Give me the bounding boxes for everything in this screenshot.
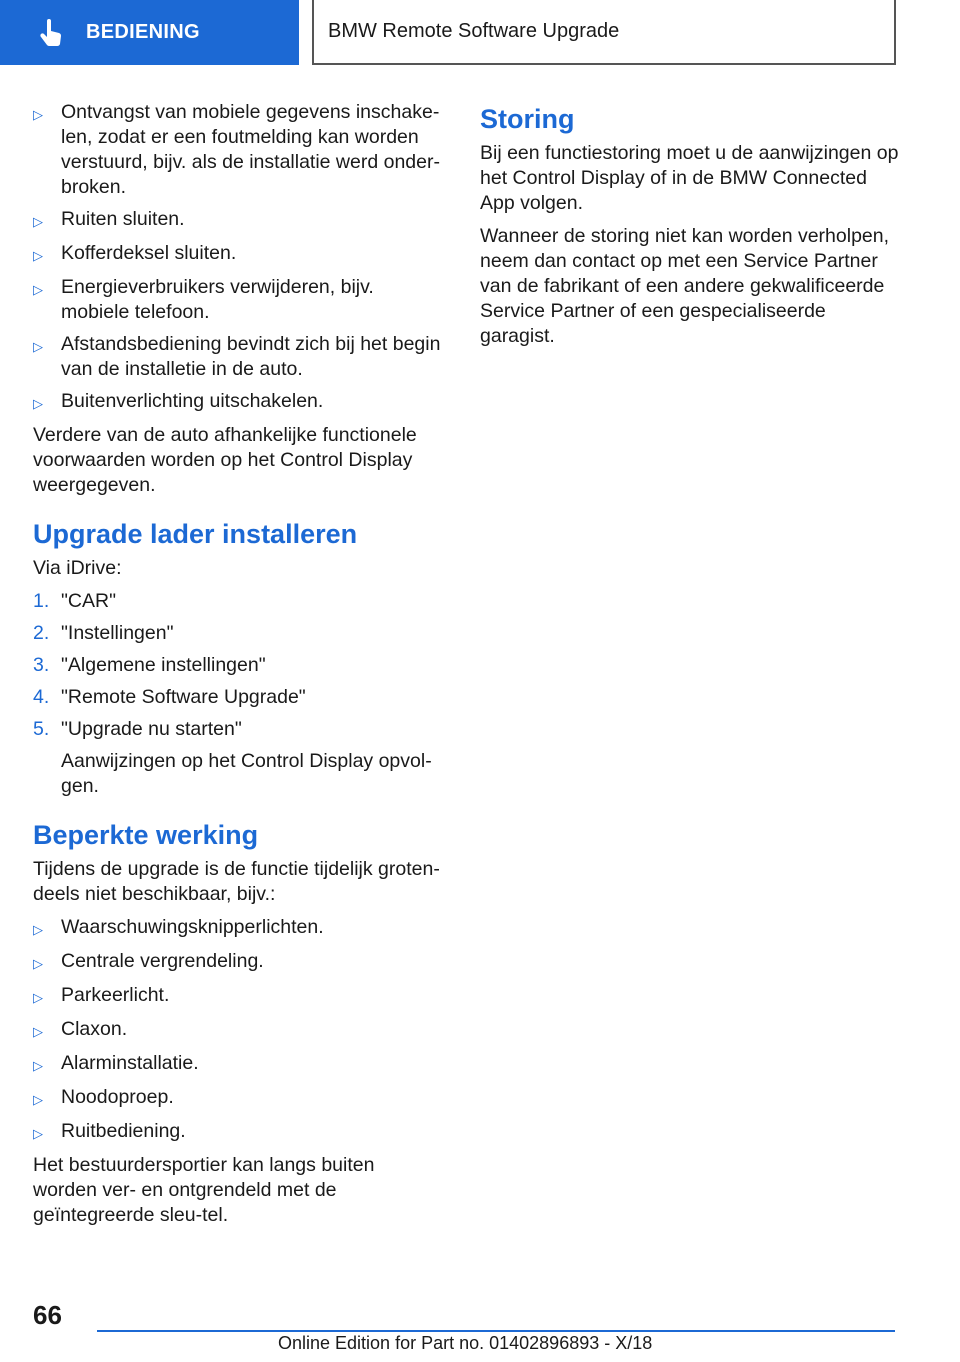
step-text: "CAR" (61, 590, 117, 612)
step-item (33, 621, 443, 646)
step-text: "Upgrade nu starten" (61, 718, 242, 740)
step-text: "Remote Software Upgrade" (61, 686, 306, 708)
list-item (33, 241, 443, 268)
list-item-text: Waarschuwingsknipperlichten. (61, 916, 324, 938)
paragraph: Bij een functiestoring moet u de aanwijzingen op het Control Display of in de BMW Connected App volgen. (480, 142, 899, 214)
step-number: 4. (33, 686, 50, 708)
list-item-text: Kofferdeksel sluiten. (61, 242, 237, 264)
page-number: 66 (33, 1300, 62, 1330)
step-text: "Algemene instellingen" (61, 654, 266, 676)
list-item-text: Ruiten sluiten. (61, 208, 185, 230)
list-item (33, 1119, 443, 1146)
step-text: "Instellingen" (61, 622, 174, 644)
list-item-text: Buitenverlichting uitschakelen. (61, 390, 324, 412)
step-item (33, 589, 443, 614)
list-item (33, 949, 443, 976)
triangle-bullet-icon: ▷ (33, 1092, 43, 1107)
header-title-box (312, 0, 896, 65)
list-item-text: Ruitbediening. (61, 1120, 186, 1142)
section-tab[interactable] (0, 0, 299, 65)
paragraph: Wanneer de storing niet kan worden verholpen, neem dan contact op met een Service Partner van de fabrikant of een andere gekwalificeerde Service Partner of een gespecialiseerde garagist. (480, 225, 890, 347)
page-title: BMW Remote Software Upgrade (328, 20, 620, 42)
list-item-text: Afstandsbediening bevindt zich bij het begin van de installetie in de auto. (61, 333, 441, 380)
section-heading-limited: Beperkte werking (33, 820, 259, 850)
section-heading-install: Upgrade lader installeren (33, 519, 358, 549)
list-item (33, 332, 443, 382)
footer-divider (97, 1330, 895, 1332)
list-item (33, 207, 443, 234)
hand-pointer-icon (36, 18, 66, 48)
triangle-bullet-icon: ▷ (33, 214, 43, 229)
list-item-text: Claxon. (61, 1018, 128, 1040)
list-item-text: Noodoproep. (61, 1086, 174, 1108)
triangle-bullet-icon: ▷ (33, 1058, 43, 1073)
step-number: 2. (33, 622, 50, 644)
list-item (33, 1017, 443, 1044)
step-number: 1. (33, 590, 50, 612)
triangle-bullet-icon: ▷ (33, 339, 43, 354)
triangle-bullet-icon: ▷ (33, 956, 43, 971)
list-item-text: Centrale vergrendeling. (61, 950, 264, 972)
footer-edition: Online Edition for Part no. 01402896893 - X/18 (278, 1333, 653, 1353)
left-column (33, 100, 443, 1236)
section-heading-fault: Storing (480, 104, 575, 134)
list-item (33, 100, 443, 200)
triangle-bullet-icon: ▷ (33, 107, 43, 122)
list-item-text: Energieverbruikers verwijderen, bijv. mobiele telefoon. (61, 276, 374, 323)
right-column (480, 100, 900, 357)
list-item-text: Ontvangst van mobiele gegevens inschake-len, zodat er een foutmelding kan worden verstuurd, bijv. als de installatie werd onder-broken. (61, 101, 440, 198)
list-item (33, 389, 443, 416)
paragraph: Tijdens de upgrade is de functie tijdelijk groten-deels niet beschikbaar, bijv.: (33, 858, 440, 905)
step-item (33, 685, 443, 710)
list-item (33, 983, 443, 1010)
step-item (33, 653, 443, 678)
paragraph: Verdere van de auto afhankelijke functionele voorwaarden worden op het Control Display weergegeven. (33, 424, 417, 496)
triangle-bullet-icon: ▷ (33, 1126, 43, 1141)
paragraph: Het bestuurdersportier kan langs buiten worden ver- en ontgrendeld met de geïntegreerde sleu-tel. (33, 1154, 375, 1226)
section-label: BEDIENING (86, 21, 200, 43)
via-idrive-label: Via iDrive: (33, 557, 122, 579)
step-number: 3. (33, 654, 50, 676)
triangle-bullet-icon: ▷ (33, 396, 43, 411)
triangle-bullet-icon: ▷ (33, 1024, 43, 1039)
list-item-text: Parkeerlicht. (61, 984, 170, 1006)
list-item (33, 1051, 443, 1078)
triangle-bullet-icon: ▷ (33, 990, 43, 1005)
list-item (33, 915, 443, 942)
list-item-text: Alarminstallatie. (61, 1052, 199, 1074)
triangle-bullet-icon: ▷ (33, 248, 43, 263)
step-number: 5. (33, 718, 50, 740)
list-item (33, 1085, 443, 1112)
list-item (33, 275, 443, 325)
triangle-bullet-icon: ▷ (33, 282, 43, 297)
triangle-bullet-icon: ▷ (33, 922, 43, 937)
step-note: Aanwijzingen op het Control Display opvol-gen. (61, 750, 432, 797)
step-item (33, 717, 443, 742)
